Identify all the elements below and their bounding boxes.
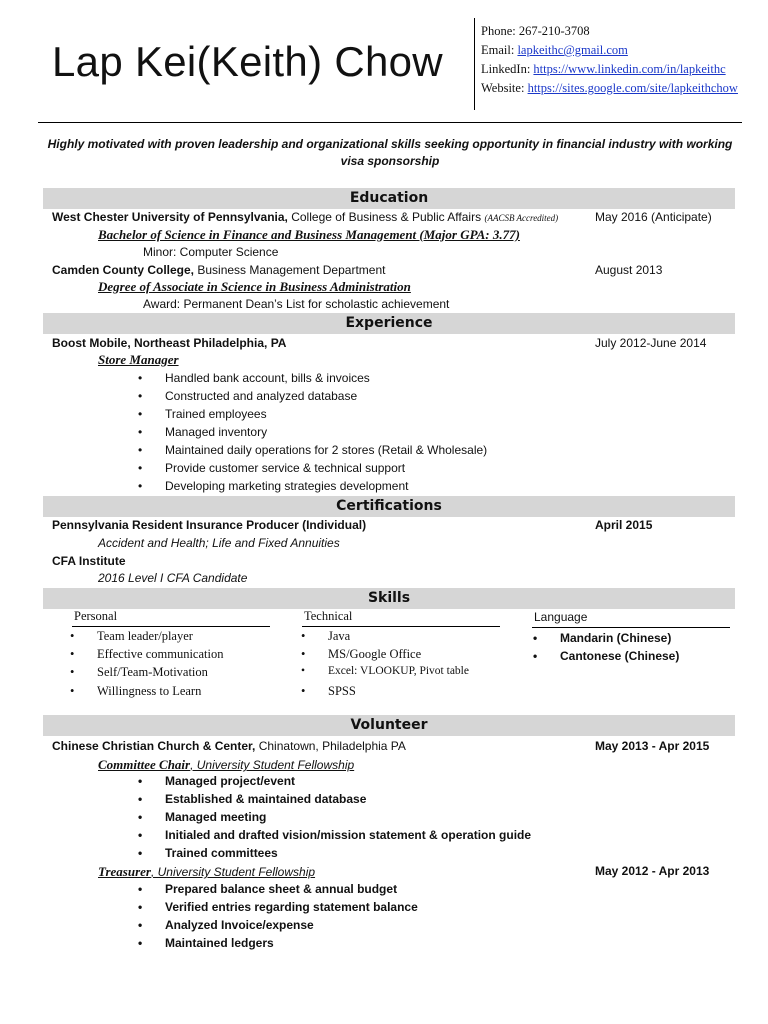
list-item: • Handled bank account, bills & invoices: [165, 371, 370, 385]
contact-phone: [481, 24, 590, 39]
list-item: • Verified entries regarding statement balance: [165, 900, 418, 914]
website-label: Website:: [481, 81, 525, 95]
list-item: • Developing marketing strategies development: [165, 479, 408, 493]
minor: Minor: Computer Science: [143, 245, 279, 259]
list-item: • Trained employees: [165, 407, 267, 421]
list-item: • Trained committees: [165, 846, 278, 860]
certification-1-date: April 2015: [595, 518, 653, 532]
dept-name: Business Management Department: [197, 263, 386, 277]
volunteer-organization: [52, 739, 406, 753]
list-item: • Maintained daily operations for 2 stores (Retail & Wholesale): [165, 443, 487, 457]
role-title: Committee Chair: [98, 757, 191, 772]
contact-linkedin: [481, 62, 726, 77]
volunteer-date-1: May 2013 - Apr 2015: [595, 739, 710, 753]
email-label: Email:: [481, 43, 515, 57]
list-item: • Maintained ledgers: [165, 936, 274, 950]
section-header-certifications: Certifications: [43, 496, 735, 517]
award: Award: Permanent Dean’s List for scholastic achievement: [143, 297, 450, 311]
contact-website: [481, 81, 738, 96]
list-item: • MS/Google Office: [328, 647, 421, 662]
volunteer-role-1: [98, 756, 354, 774]
role-org: , University Student Fellowship: [190, 758, 355, 772]
linkedin-link[interactable]: https://www.linkedin.com/in/lapkeithc: [533, 62, 726, 76]
employer: Boost Mobile, Northeast Philadelphia, PA: [52, 336, 287, 350]
skills-language-rule: [532, 627, 730, 628]
list-item: • Analyzed Invoice/expense: [165, 918, 314, 932]
degree-1: Bachelor of Science in Finance and Business Management (Major GPA: 3.77): [98, 227, 520, 242]
school-name-2: Camden County College,: [52, 263, 195, 277]
email-link[interactable]: lapkeithc@gmail.com: [517, 43, 628, 57]
employment-date: July 2012-June 2014: [595, 336, 707, 350]
list-item: • Established & maintained database: [165, 792, 366, 806]
role-org: , University Student Fellowship: [150, 865, 316, 879]
education-date-1: May 2016 (Anticipate): [595, 210, 712, 224]
list-item: • Initialed and drafted vision/mission statement & operation guide: [165, 828, 531, 842]
certification-1-detail: Accident and Health; Life and Fixed Annuities: [98, 536, 340, 550]
phone-label: Phone:: [481, 24, 516, 38]
skills-technical-rule: [302, 626, 500, 627]
college-name: College of Business & Public Affairs: [291, 210, 482, 224]
linkedin-label: LinkedIn:: [481, 62, 531, 76]
accreditation: (AACSB Accredited): [484, 213, 559, 223]
phone-value: 267-210-3708: [518, 24, 590, 38]
role-title: Treasurer: [98, 864, 151, 879]
organization-location: Chinatown, Philadelphia PA: [258, 739, 406, 753]
certification-2: CFA Institute: [52, 554, 126, 568]
job-title: Store Manager: [98, 352, 179, 367]
education-school-1: [52, 210, 558, 224]
list-item: • Team leader/player: [97, 629, 193, 644]
list-item: • Managed meeting: [165, 810, 266, 824]
list-item: • Managed project/event: [165, 774, 295, 788]
education-date-2: August 2013: [595, 263, 663, 277]
list-item: • SPSS: [328, 684, 356, 699]
degree-2: Degree of Associate in Science in Business Administration: [98, 279, 411, 294]
contact-email: [481, 43, 628, 58]
section-header-experience: Experience: [43, 313, 735, 334]
organization-name: Chinese Christian Church & Center,: [52, 739, 256, 753]
school-name: West Chester University of Pennsylvania,: [52, 210, 288, 224]
volunteer-role-2: [98, 863, 315, 881]
header-rule: [38, 122, 742, 123]
section-header-skills: Skills: [43, 588, 735, 609]
skills-personal-heading: Personal: [74, 609, 118, 623]
skills-language-heading: Language: [534, 610, 588, 624]
skills-technical-heading: Technical: [304, 609, 353, 623]
list-item: • Willingness to Learn: [97, 684, 201, 699]
certification-2-detail: 2016 Level I CFA Candidate: [98, 571, 248, 585]
website-link[interactable]: https://sites.google.com/site/lapkeithchow: [527, 81, 738, 95]
section-header-education: Education: [43, 188, 735, 209]
list-item: • Prepared balance sheet & annual budget: [165, 882, 397, 896]
objective-statement: Highly motivated with proven leadership and organizational skills seeking opportunity in financial industry with working visa sponsorship: [47, 137, 733, 168]
list-item: • Managed inventory: [165, 425, 267, 439]
section-header-volunteer: Volunteer: [43, 715, 735, 736]
skills-personal-rule: [72, 626, 270, 627]
certification-1: Pennsylvania Resident Insurance Producer (Individual): [52, 518, 367, 532]
list-item: • Constructed and analyzed database: [165, 389, 357, 403]
list-item: • Java: [328, 629, 350, 644]
list-item: • Excel: VLOOKUP, Pivot table: [328, 665, 469, 677]
header-divider: [474, 18, 475, 110]
list-item: • Mandarin (Chinese): [560, 631, 671, 645]
list-item: • Self/Team-Motivation: [97, 665, 208, 680]
list-item: • Effective communication: [97, 647, 223, 662]
list-item: • Provide customer service & technical support: [165, 461, 405, 475]
list-item: • Cantonese (Chinese): [560, 649, 679, 663]
education-school-2: [52, 263, 385, 277]
candidate-name: Lap Kei(Keith) Chow: [52, 38, 443, 85]
volunteer-date-2: May 2012 - Apr 2013: [595, 864, 710, 878]
